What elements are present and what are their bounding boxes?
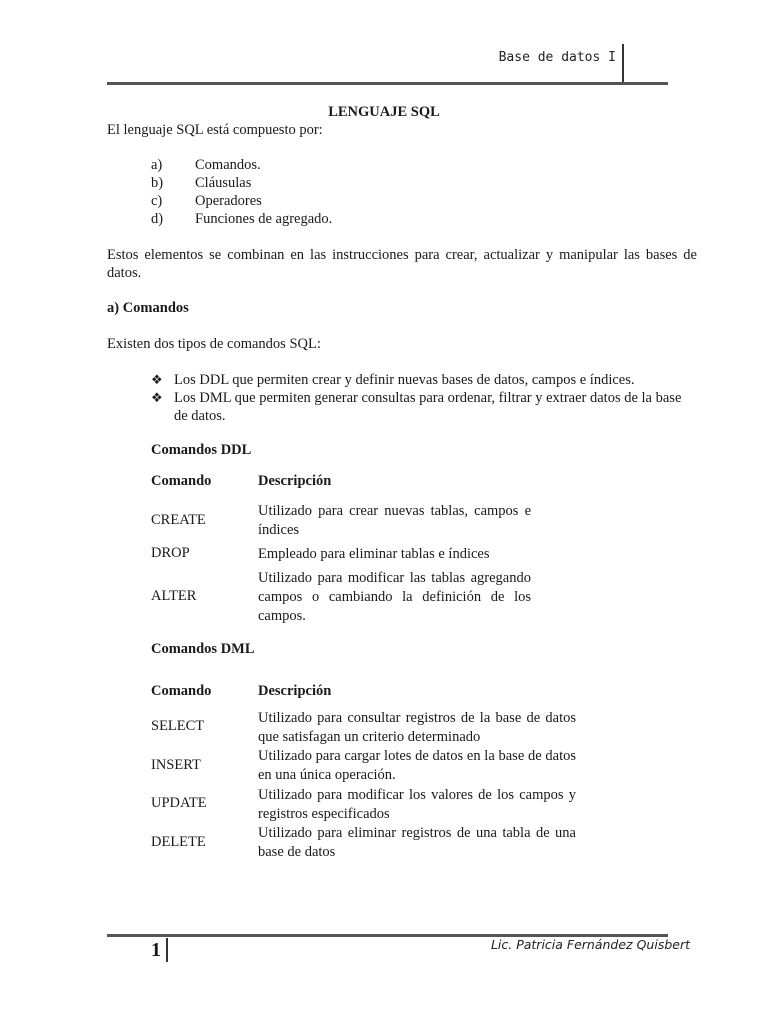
intro-text: El lenguaje SQL está compuesto por: xyxy=(107,122,323,138)
combine-paragraph: Estos elementos se combinan en las instrucciones para crear, actualizar y manipular las bases de datos. xyxy=(107,247,697,281)
list-item-letter: c) xyxy=(151,193,163,209)
ddl-description-cell: Utilizado para modificar las tablas agregando campos o cambiando la definición de los campos. xyxy=(258,570,531,624)
ddl-command-cell: ALTER xyxy=(151,588,197,604)
footer-divider xyxy=(166,938,168,962)
dml-col-description: Descripción xyxy=(258,683,332,699)
four-diamond-icon: ❖ xyxy=(151,372,163,387)
list-item-letter: b) xyxy=(151,175,164,191)
section-heading: a) Comandos xyxy=(107,300,189,316)
list-item-text: Funciones de agregado. xyxy=(195,211,333,227)
header-divider xyxy=(622,44,624,82)
bullet-text: Los DML que permiten generar consultas para ordenar, filtrar y extraer datos de la base de datos. xyxy=(174,390,682,424)
dml-description-cell: Utilizado para cargar lotes de datos en la base de datos en una única operación. xyxy=(258,748,576,783)
dml-command-cell: SELECT xyxy=(151,718,205,734)
dml-heading: Comandos DML xyxy=(151,641,255,657)
dml-description-cell: Utilizado para eliminar registros de una tabla de una base de datos xyxy=(258,825,576,860)
list-item-text: Operadores xyxy=(195,193,262,209)
page-number: 1 xyxy=(151,939,161,961)
dml-command-cell: UPDATE xyxy=(151,795,207,811)
ddl-command-cell: CREATE xyxy=(151,512,206,528)
list-item-letter: a) xyxy=(151,157,163,173)
list-item-letter: d) xyxy=(151,211,164,227)
bullet-text: Los DDL que permiten crear y definir nuevas bases de datos, campos e índices. xyxy=(174,372,635,388)
four-diamond-icon: ❖ xyxy=(151,390,163,405)
ddl-description-cell: Empleado para eliminar tablas e índices xyxy=(258,546,490,562)
list-item-text: Comandos. xyxy=(195,157,261,173)
ddl-heading: Comandos DDL xyxy=(151,442,252,458)
dml-col-command: Comando xyxy=(151,683,212,699)
dml-description-cell: Utilizado para modificar los valores de los campos y registros especificados xyxy=(258,787,576,822)
dml-description-cell: Utilizado para consultar registros de la base de datos que satisfagan un criterio determinado xyxy=(258,710,576,745)
dml-command-cell: INSERT xyxy=(151,757,201,773)
ddl-col-command: Comando xyxy=(151,473,212,489)
page-title: LENGUAJE SQL xyxy=(328,104,440,120)
footer-author: Lic. Patricia Fernández Quisbert xyxy=(490,937,690,952)
types-intro-text: Existen dos tipos de comandos SQL: xyxy=(107,336,321,352)
ddl-col-description: Descripción xyxy=(258,473,332,489)
header-rule xyxy=(107,82,668,85)
header-title: Base de datos I xyxy=(498,50,616,65)
dml-command-cell: DELETE xyxy=(151,834,206,850)
ddl-command-cell: DROP xyxy=(151,545,190,561)
list-item-text: Cláusulas xyxy=(195,175,252,191)
ddl-description-cell: Utilizado para crear nuevas tablas, campos e índices xyxy=(258,503,531,538)
